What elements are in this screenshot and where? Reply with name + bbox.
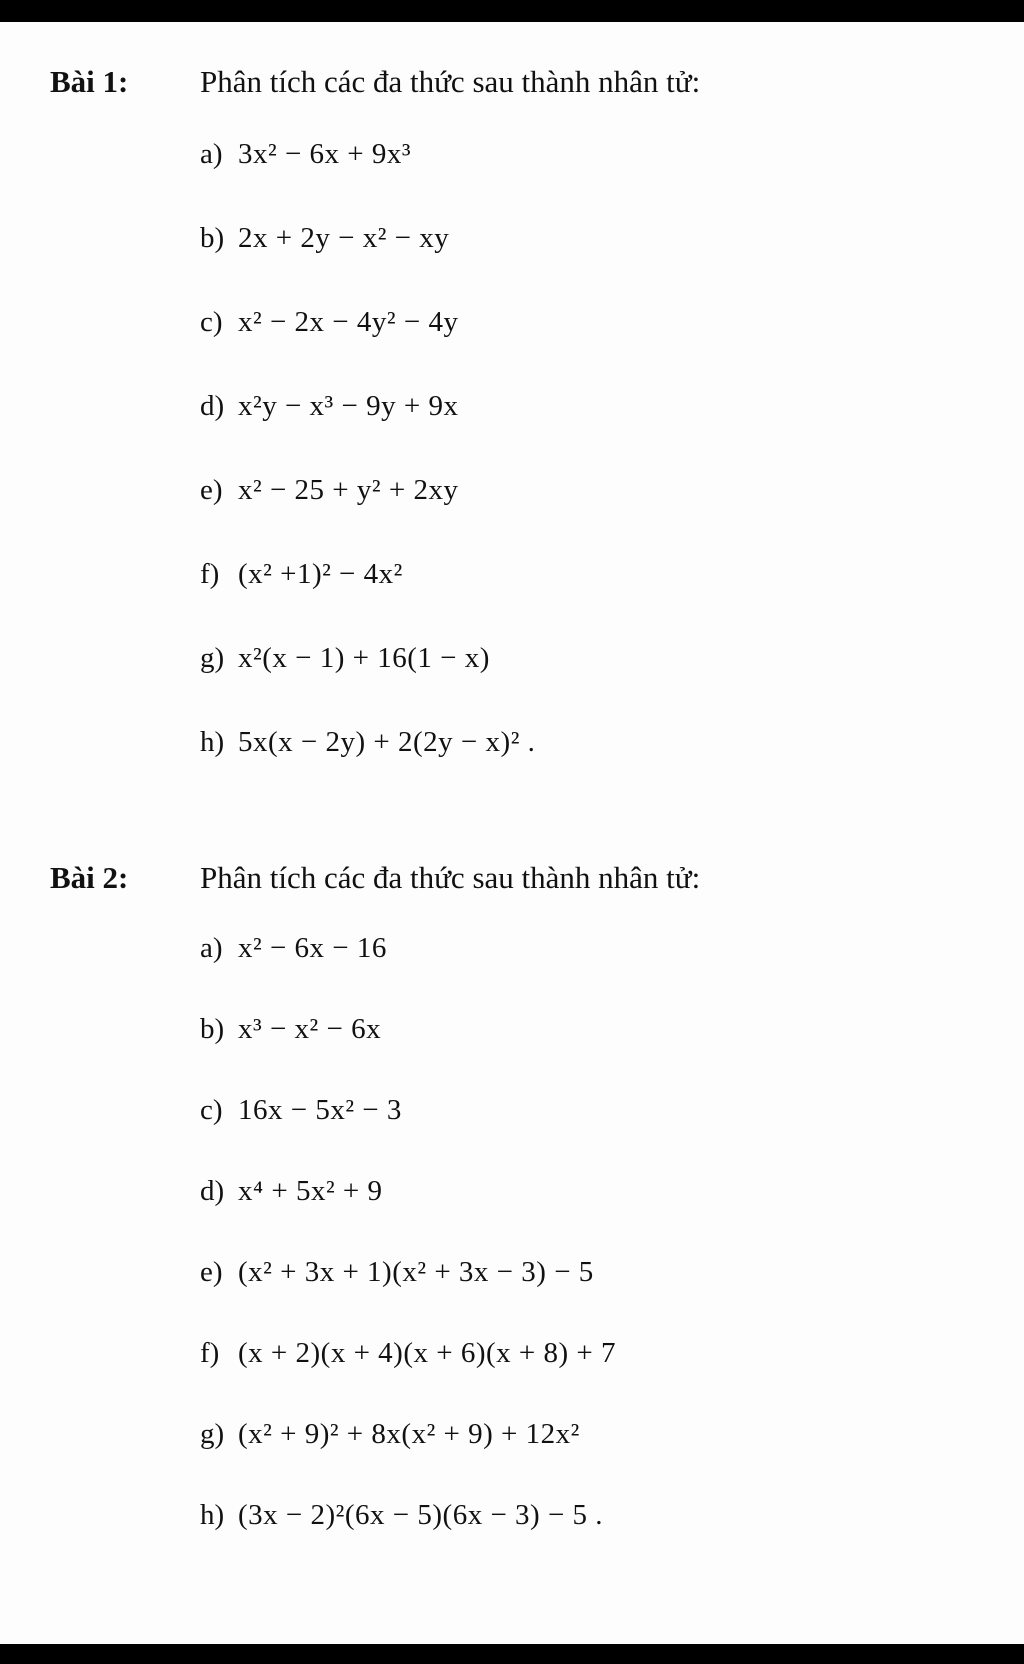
item-label: e) <box>200 1256 223 1288</box>
item-expression: (x + 2)(x + 4)(x + 6)(x + 8) + 7 <box>238 1337 617 1369</box>
item-expression: (x² + 3x + 1)(x² + 3x − 3) − 5 <box>238 1256 594 1288</box>
exercise-1-label: Bài 1: <box>50 64 129 99</box>
bottom-black-bar <box>0 1644 1024 1664</box>
item-label: g) <box>200 642 225 674</box>
item-label: g) <box>200 1418 225 1450</box>
item-expression: x² − 2x − 4y² − 4y <box>238 306 459 338</box>
exercise-1 <box>50 64 990 810</box>
item-expression: x²(x − 1) + 16(1 − x) <box>238 642 490 674</box>
item-expression: 16x − 5x² − 3 <box>238 1094 402 1126</box>
exercise-1-item-e <box>50 474 990 558</box>
exercise-1-item-g <box>50 642 990 726</box>
exercise-2-item-h <box>50 1499 990 1580</box>
exercise-1-item-b <box>50 222 990 306</box>
item-expression: x⁴ + 5x² + 9 <box>238 1175 383 1207</box>
exercise-2-heading <box>50 860 990 904</box>
item-label: a) <box>200 932 223 964</box>
item-expression: (x² + 9)² + 8x(x² + 9) + 12x² <box>238 1418 580 1450</box>
exercise-1-item-c <box>50 306 990 390</box>
exercise-2-item-d <box>50 1175 990 1256</box>
exercise-1-item-d <box>50 390 990 474</box>
item-expression: 3x² − 6x + 9x³ <box>238 138 412 170</box>
item-expression: 5x(x − 2y) + 2(2y − x)² . <box>238 726 536 758</box>
item-label: a) <box>200 138 223 170</box>
item-label: b) <box>200 1013 225 1045</box>
document-page <box>0 22 1024 1644</box>
exercise-1-item-a <box>50 138 990 222</box>
item-expression: x³ − x² − 6x <box>238 1013 382 1045</box>
item-expression: (x² +1)² − 4x² <box>238 558 403 590</box>
item-label: d) <box>200 1175 225 1207</box>
exercise-2-item-e <box>50 1256 990 1337</box>
item-expression: 2x + 2y − x² − xy <box>238 222 450 254</box>
item-expression: x² − 6x − 16 <box>238 932 387 964</box>
exercise-1-item-h <box>50 726 990 810</box>
exercise-2-item-a <box>50 932 990 1013</box>
item-expression: (3x − 2)²(6x − 5)(6x − 3) − 5 . <box>238 1499 604 1531</box>
item-expression: x²y − x³ − 9y + 9x <box>238 390 459 422</box>
exercise-2-item-c <box>50 1094 990 1175</box>
exercise-2 <box>50 860 990 1580</box>
exercise-2-title: Phân tích các đa thức sau thành nhân tử: <box>200 860 701 895</box>
item-label: d) <box>200 390 225 422</box>
exercise-2-item-g <box>50 1418 990 1499</box>
item-label: h) <box>200 726 225 758</box>
exercise-2-item-b <box>50 1013 990 1094</box>
item-label: e) <box>200 474 223 506</box>
exercise-1-item-f <box>50 558 990 642</box>
item-label: c) <box>200 1094 223 1126</box>
exercise-1-title: Phân tích các đa thức sau thành nhân tử: <box>200 64 701 99</box>
top-black-bar <box>0 0 1024 22</box>
item-expression: x² − 25 + y² + 2xy <box>238 474 459 506</box>
exercise-1-heading <box>50 64 990 108</box>
item-label: f) <box>200 1337 220 1369</box>
item-label: f) <box>200 558 220 590</box>
item-label: c) <box>200 306 223 338</box>
exercise-2-label: Bài 2: <box>50 860 129 895</box>
item-label: b) <box>200 222 225 254</box>
item-label: h) <box>200 1499 225 1531</box>
exercise-2-item-f <box>50 1337 990 1418</box>
